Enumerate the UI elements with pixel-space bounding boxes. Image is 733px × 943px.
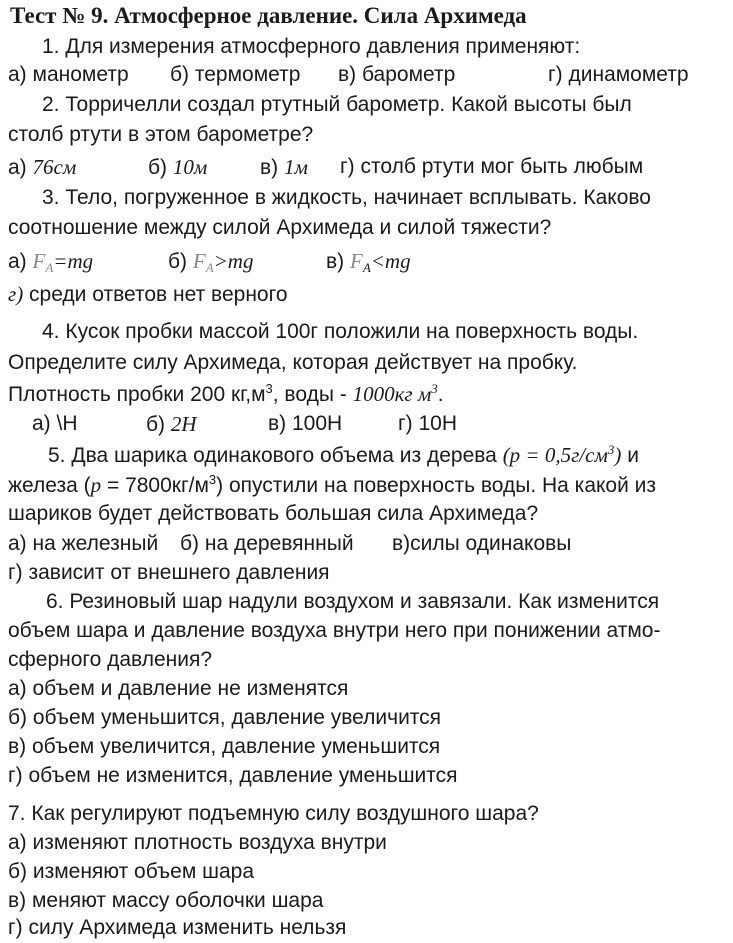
q7-option-c: в) меняют массу оболочки шара bbox=[8, 889, 324, 912]
q7-option-d: г) силу Архимеда изменить нельзя bbox=[8, 916, 347, 939]
q6-option-b: б) объем уменьшится, давление увеличится bbox=[8, 706, 442, 729]
question-5-line-3: шариков будет действовать большая сила Архимеда? bbox=[8, 502, 539, 525]
question-3-line-1: 3. Тело, погруженное в жидкость, начинает всплывать. Каково bbox=[42, 186, 651, 209]
q1-option-b: б) термометр bbox=[170, 63, 301, 86]
q1-option-c: в) барометр bbox=[338, 63, 456, 86]
q3-option-d: г) среди ответов нет верного bbox=[8, 282, 288, 306]
question-6-line-3: сферного давления? bbox=[8, 648, 213, 671]
q4-option-c: в) 100Н bbox=[268, 412, 343, 435]
q5-option-a: а) на железный bbox=[8, 532, 159, 555]
q1-option-a: а) манометр bbox=[8, 63, 129, 86]
q6-option-c: в) объем увеличится, давление уменьшится bbox=[8, 735, 441, 758]
question-3-line-2: соотношение между силой Архимеда и силой тяжести? bbox=[8, 216, 552, 239]
q7-option-a: а) изменяют плотность воздуха внутри bbox=[8, 831, 387, 854]
q3-option-a: а) FA=mg bbox=[8, 249, 94, 275]
question-4-line-1: 4. Кусок пробки массой 100г положили на поверхность воды. bbox=[42, 320, 639, 343]
question-6-line-2: объем шара и давление воздуха внутри него при понижении атмо- bbox=[8, 619, 661, 642]
q4-option-d: г) 10Н bbox=[398, 412, 458, 435]
q4-option-a: а) \Н bbox=[32, 412, 78, 435]
question-2-line-2: столб ртути в этом барометре? bbox=[8, 123, 314, 146]
q7-option-b: б) изменяют объем шара bbox=[8, 860, 255, 883]
q2-option-c: в) 1м bbox=[260, 155, 308, 179]
q3-option-b: б) FA>mg bbox=[168, 249, 254, 275]
q6-option-a: а) объем и давление не изменятся bbox=[8, 677, 349, 700]
q5-option-c: в)силы одинаковы bbox=[392, 532, 572, 555]
q2-option-a: а) 76см bbox=[8, 155, 77, 179]
question-2-line-1: 2. Торричелли создал ртутный барометр. Какой высоты был bbox=[42, 93, 632, 116]
page-title: Тест № 9. Атмосферное давление. Сила Архимеда bbox=[10, 3, 527, 28]
q1-option-d: г) динамометр bbox=[548, 63, 689, 86]
question-6-line-1: 6. Резиновый шар надули воздухом и завязали. Как изменится bbox=[46, 590, 660, 613]
question-1-text: 1. Для измерения атмосферного давления применяют: bbox=[42, 35, 581, 58]
q6-option-d: г) объем не изменится, давление уменьшится bbox=[8, 764, 458, 787]
question-5-line-2: железа $(p = 7800кг/м^3)$ опустили на поверхность воды. На какой из bbox=[8, 472, 657, 497]
question-4-line-2: Определите силу Архимеда, которая действует на пробку. bbox=[8, 351, 578, 374]
q3-option-c: в) FA<mg bbox=[326, 249, 411, 275]
q2-option-b: б) 10м bbox=[148, 155, 208, 179]
q2-option-d: г) столб ртути мог быть любым bbox=[340, 155, 644, 178]
question-4-line-3: Плотность пробки 200 $кг,м^3$, воды - 1000кг $м^3$. bbox=[8, 381, 444, 406]
q4-option-b: б) 2Н bbox=[146, 412, 197, 436]
question-7-text: 7. Как регулируют подъемную силу воздушного шара? bbox=[8, 802, 539, 825]
q5-option-b: б) на деревянный bbox=[180, 532, 354, 555]
question-5-line-1: 5. Два шарика одинакового объема из дерева $(р = 0,5г/см^3)$ и bbox=[48, 442, 639, 467]
q5-option-d: г) зависит от внешнего давления bbox=[8, 561, 330, 584]
